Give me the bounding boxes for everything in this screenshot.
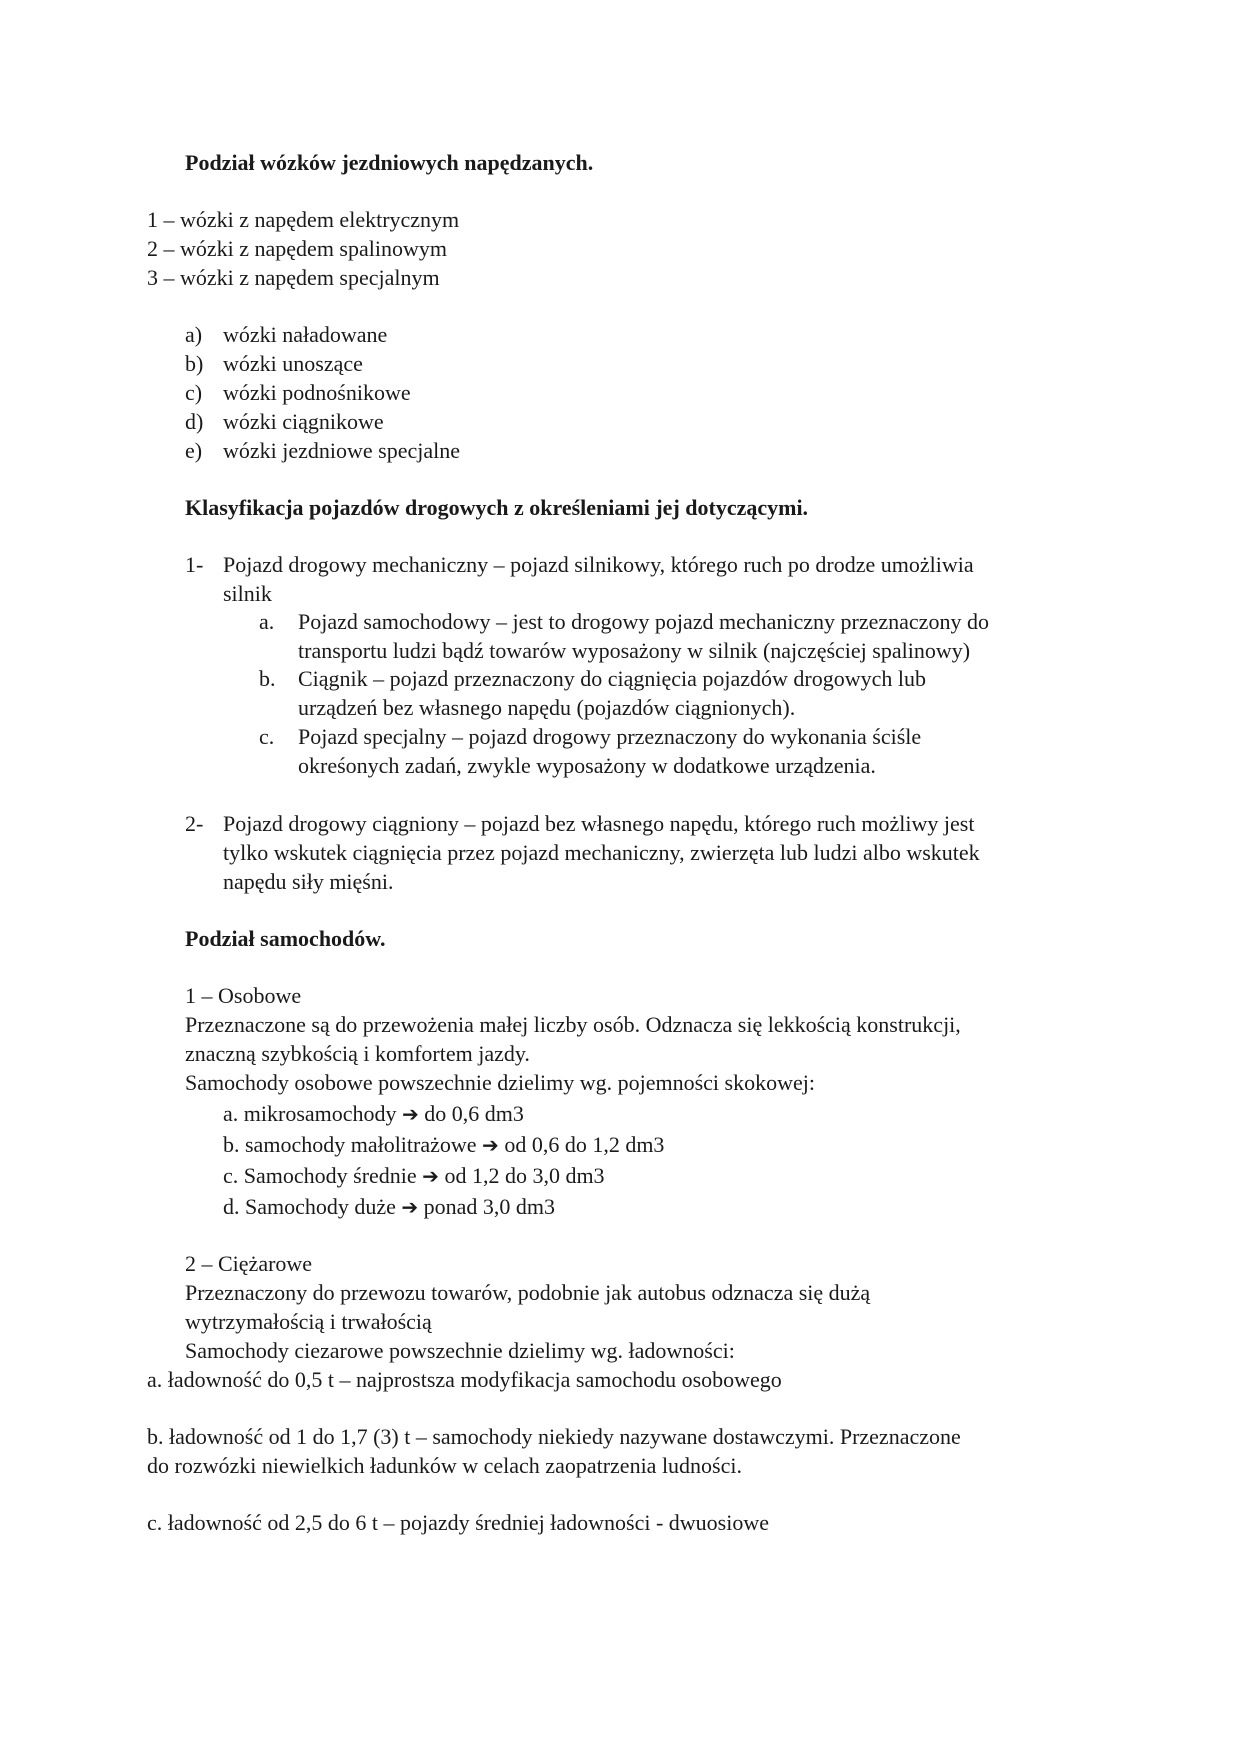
definition-text: okreśonych zadań, zwykle wyposażony w dodatkowe urządzenia.	[298, 753, 876, 778]
class-label: a. mikrosamochody	[223, 1101, 403, 1126]
class-label: c. Samochody średnie	[223, 1163, 417, 1188]
list-text: wózki ciągnikowe	[223, 409, 384, 434]
list-text: wózki unoszące	[223, 351, 363, 376]
arrow-right-icon: ➔	[422, 1164, 439, 1188]
definition-text: urządzeń bez własnego napędu (pojazdów ciągnionych).	[298, 695, 796, 720]
arrow-right-icon: ➔	[401, 1195, 419, 1219]
heading-klasyfikacja: Klasyfikacja pojazdów drogowych z określeniami jej dotyczącymi.	[185, 495, 809, 520]
list-item: 2 – wózki z napędem spalinowym	[147, 236, 447, 261]
list-marker: a)	[185, 322, 203, 347]
definition-text: Ciągnik – pojazd przeznaczony do ciągnięcia pojazdów drogowych lub	[298, 666, 926, 691]
subsection-title: 2 – Ciężarowe	[185, 1251, 313, 1276]
paragraph-line: do rozwózki niewielkich ładunków w celach zaopatrzenia ludności.	[147, 1453, 742, 1478]
paragraph-line: znaczną szybkością i komfortem jazdy.	[185, 1041, 530, 1066]
class-label: d. Samochody duże	[223, 1194, 396, 1219]
class-value: do 0,6 dm3	[424, 1101, 524, 1126]
class-value: ponad 3,0 dm3	[423, 1194, 556, 1219]
paragraph-line: Samochody osobowe powszechnie dzielimy wg. pojemności skokowej:	[185, 1070, 815, 1095]
definition-text: transportu ludzi bądź towarów wyposażony w silnik (najczęściej spalinowy)	[298, 638, 971, 663]
paragraph-line: Samochody ciezarowe powszechnie dzielimy wg. ładowności:	[185, 1338, 735, 1363]
list-marker: c)	[185, 380, 203, 405]
definition-text: napędu siły mięśni.	[223, 869, 394, 894]
paragraph-line: Przeznaczony do przewozu towarów, podobnie jak autobus odznacza się dużą	[185, 1280, 871, 1305]
class-value: od 0,6 do 1,2 dm3	[504, 1132, 665, 1157]
list-item	[223, 1134, 664, 1156]
list-text: wózki jezdniowe specjalne	[223, 438, 461, 463]
list-marker: b.	[259, 666, 276, 691]
list-item: 1 – wózki z napędem elektrycznym	[147, 207, 460, 232]
definition-text: Pojazd drogowy ciągniony – pojazd bez własnego napędu, którego ruch możliwy jest	[223, 811, 975, 836]
arrow-right-icon: ➔	[402, 1102, 419, 1126]
list-item	[223, 1196, 555, 1218]
class-value: od 1,2 do 3,0 dm3	[444, 1163, 605, 1188]
list-text: wózki naładowane	[223, 322, 388, 347]
list-item	[223, 1165, 605, 1187]
list-marker: 2-	[185, 811, 204, 836]
list-marker: c.	[259, 724, 275, 749]
list-item	[223, 1103, 524, 1125]
list-marker: d)	[185, 409, 204, 434]
paragraph-line: b. ładowność od 1 do 1,7 (3) t – samochody niekiedy nazywane dostawczymi. Przeznaczone	[147, 1424, 961, 1449]
definition-text: Pojazd samochodowy – jest to drogowy pojazd mechaniczny przeznaczony do	[298, 609, 989, 634]
list-marker: 1-	[185, 552, 204, 577]
paragraph-line: Przeznaczone są do przewożenia małej liczby osób. Odznacza się lekkością konstrukcji,	[185, 1012, 961, 1037]
paragraph-line: c. ładowność od 2,5 do 6 t – pojazdy średniej ładowności - dwuosiowe	[147, 1510, 769, 1535]
list-marker: e)	[185, 438, 203, 463]
paragraph-line: wytrzymałością i trwałością	[185, 1309, 432, 1334]
class-label: b. samochody małolitrażowe	[223, 1132, 477, 1157]
list-text: wózki podnośnikowe	[223, 380, 411, 405]
list-marker: a.	[259, 609, 275, 634]
list-marker: b)	[185, 351, 204, 376]
arrow-right-icon: ➔	[482, 1133, 499, 1157]
paragraph-line: a. ładowność do 0,5 t – najprostsza modyfikacja samochodu osobowego	[147, 1367, 782, 1392]
definition-text: tylko wskutek ciągnięcia przez pojazd mechaniczny, zwierzęta lub ludzi albo wskutek	[223, 840, 980, 865]
subsection-title: 1 – Osobowe	[185, 983, 302, 1008]
heading-podzial-samochodow: Podział samochodów.	[185, 926, 386, 951]
list-item: 3 – wózki z napędem specjalnym	[147, 265, 440, 290]
definition-text: silnik	[223, 581, 272, 606]
definition-text: Pojazd specjalny – pojazd drogowy przeznaczony do wykonania ściśle	[298, 724, 922, 749]
heading-podzial-wozkow: Podział wózków jezdniowych napędzanych.	[185, 150, 594, 175]
definition-text: Pojazd drogowy mechaniczny – pojazd silnikowy, którego ruch po drodze umożliwia	[223, 552, 974, 577]
